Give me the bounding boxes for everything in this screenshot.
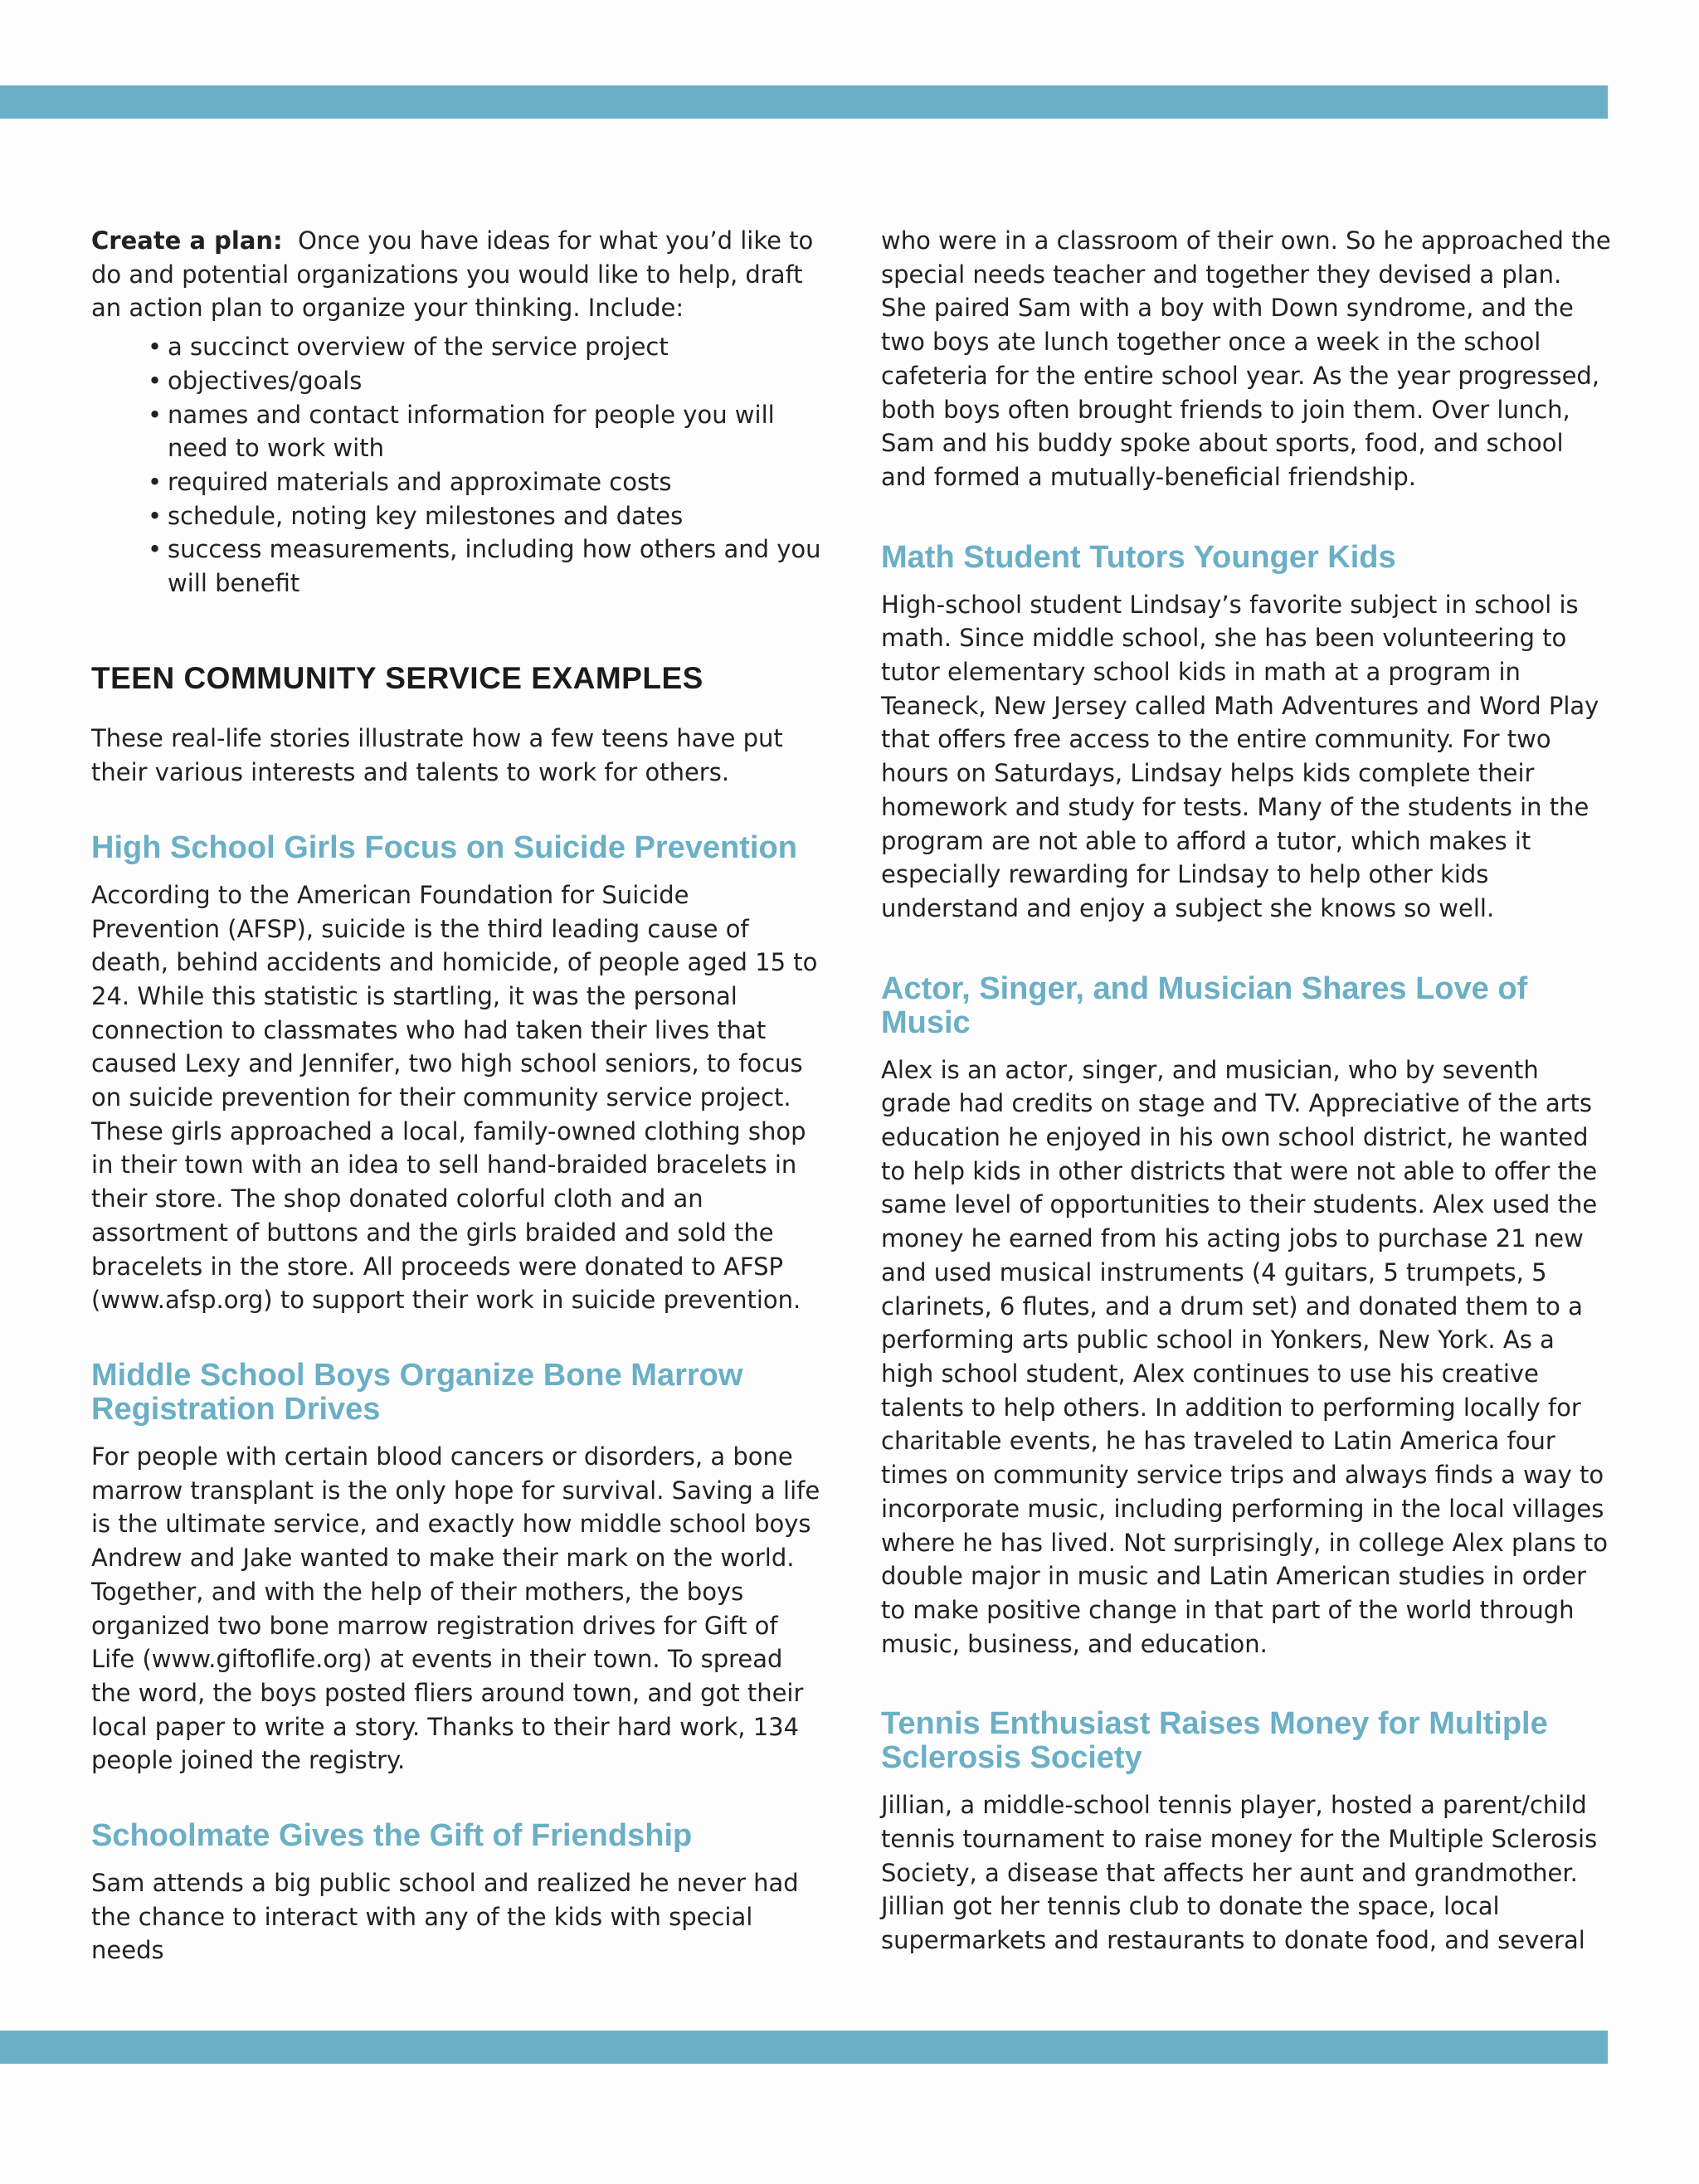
story-title: Tennis Enthusiast Raises Money for Multiple Sclerosis Society: [881, 1706, 1548, 1776]
top-accent-band: [0, 85, 1608, 119]
story-title: Actor, Singer, and Musician Shares Love of Music: [881, 970, 1528, 1040]
examples-intro: These real-life stories illustrate how a few teens have put their various interests and talents to work for others.: [91, 724, 783, 787]
bullet-icon: •: [148, 501, 163, 530]
list-item: • a succinct overview of the service project: [148, 330, 821, 364]
bullet-icon: •: [148, 366, 163, 395]
story-suicide-prevention: [91, 831, 821, 1317]
story-math-tutor: [881, 541, 1611, 926]
bullet-icon: •: [148, 535, 163, 564]
plan-paragraph: [91, 224, 821, 325]
story-body: According to the American Foundation for Suicide Prevention (AFSP), suicide is the third leading cause of death, behind accidents and homicide, of people aged 15 to 24. While this statistic is startling, it was the personal connection to classmates who had taken their lives that caused Lexy and Jennifer, two high school seniors, to focus on suicide prevention for their community service project. These girls approached a local, family-owned clothing shop in their town with an idea to sell hand-braided bracelets in their store. The shop donated colorful cloth and an assortment of buttons and the girls braided and sold the bracelets in the store. All proceeds were donated to AFSP (www.afsp.org) to support their work in suicide prevention.: [91, 880, 818, 1315]
story-body: Alex is an actor, singer, and musician, who by seventh grade had credits on stage and TV. Appreciative of the arts education he enjoyed in his own school district, he wanted to help kids in other districts that were not able to offer the same level of opportunities to their students. Alex used the money he earned from his acting jobs to purchase 21 new and used musical instruments (4 guitars, 5 trumpets, 5 clarinets, 6 flutes, and a drum set) and donated them to a performing arts public school in Yonkers, New York. As a high school student, Alex continues to use his creative talents to help others. In addition to performing locally for charitable events, he has traveled to Latin America four times on community service trips and always finds a way to incorporate music, including performing in the local villages where he has lived. Not surprisingly, in college Alex plans to double major in music and Latin American studies in order to make positive change in that part of the world through music, business, and education.: [881, 1055, 1609, 1658]
section-heading: TEEN COMMUNITY SERVICE EXAMPLES: [91, 660, 703, 695]
story-tennis: [881, 1707, 1611, 1958]
story-body: High-school student Lindsay’s favorite subject in school is math. Since middle school, she has been volunteering to tutor elementary school kids in math at a program in Teaneck, New Jersey called Math Adventures and Word Play that offers free access to the entire community. For two hours on Saturdays, Lindsay helps kids complete their homework and study for tests. Many of the students in the program are not able to afford a tutor, which makes it especially rewarding for Lindsay to help other kids understand and enjoy a subject she knows so well.: [881, 590, 1599, 922]
story-title: Schoolmate Gives the Gift of Friendship: [91, 1818, 693, 1854]
plan-bullet-list: [148, 330, 821, 601]
story-body: Sam attends a big public school and realized he never had the chance to interact with any of the kids with special needs: [91, 1869, 799, 1965]
plan-intro: Once you have ideas for what you’d like to do and potential organizations you would like to help, draft an action plan to organize your thinking. Include:: [91, 226, 814, 323]
list-item: • objectives/goals: [148, 364, 821, 398]
right-column: [881, 224, 1611, 1958]
left-column: [91, 224, 821, 1968]
bullet-icon: •: [148, 333, 163, 362]
bottom-accent-band: [0, 2031, 1608, 2064]
story-body: For people with certain blood cancers or disorders, a bone marrow transplant is the only hope for survival. Saving a life is the ultimate service, and exactly how middle school boys Andrew and Jake wanted to make their mark on the world. Together, and with the help of their mothers, the boys organized two bone marrow registration drives for Gift of Life (www.giftoflife.org) at events in their town. To spread the word, the boys posted fliers around town, and got their local paper to write a story. Thanks to their hard work, 134 people joined the registry.: [91, 1442, 820, 1775]
story-body-continued: who were in a classroom of their own. So he approached the special needs teacher and together they devised a plan. She paired Sam with a boy with Down syndrome, and the two boys ate lunch together once a week in the school cafeteria for the entire school year. As the year progressed, both boys often brought friends to join them. Over lunch, Sam and his buddy spoke about sports, food, and school and formed a mutually-beneficial friendship.: [881, 226, 1611, 491]
plan-label: Create a plan:: [91, 226, 283, 255]
bullet-icon: •: [148, 400, 163, 429]
story-bone-marrow: [91, 1359, 821, 1778]
story-title: High School Girls Focus on Suicide Prevention: [91, 829, 797, 865]
list-item: • schedule, noting key milestones and dates: [148, 499, 821, 533]
story-friendship: [91, 1819, 821, 1968]
story-body: Jillian, a middle-school tennis player, hosted a parent/child tennis tournament to raise money for the Multiple Sclerosis Society, a disease that affects her aunt and grandmother. Jillian got her tennis club to donate the space, local supermarkets and restaurants to donate food, and several: [881, 1791, 1598, 1955]
list-item: • success measurements, including how others and you will benefit: [148, 533, 821, 600]
story-title: Middle School Boys Organize Bone Marrow Registration Drives: [91, 1357, 743, 1427]
story-music: [881, 972, 1611, 1661]
list-item: • required materials and approximate costs: [148, 465, 821, 499]
list-item: • names and contact information for people you will need to work with: [148, 398, 821, 465]
story-title: Math Student Tutors Younger Kids: [881, 539, 1396, 575]
bullet-icon: •: [148, 467, 163, 496]
